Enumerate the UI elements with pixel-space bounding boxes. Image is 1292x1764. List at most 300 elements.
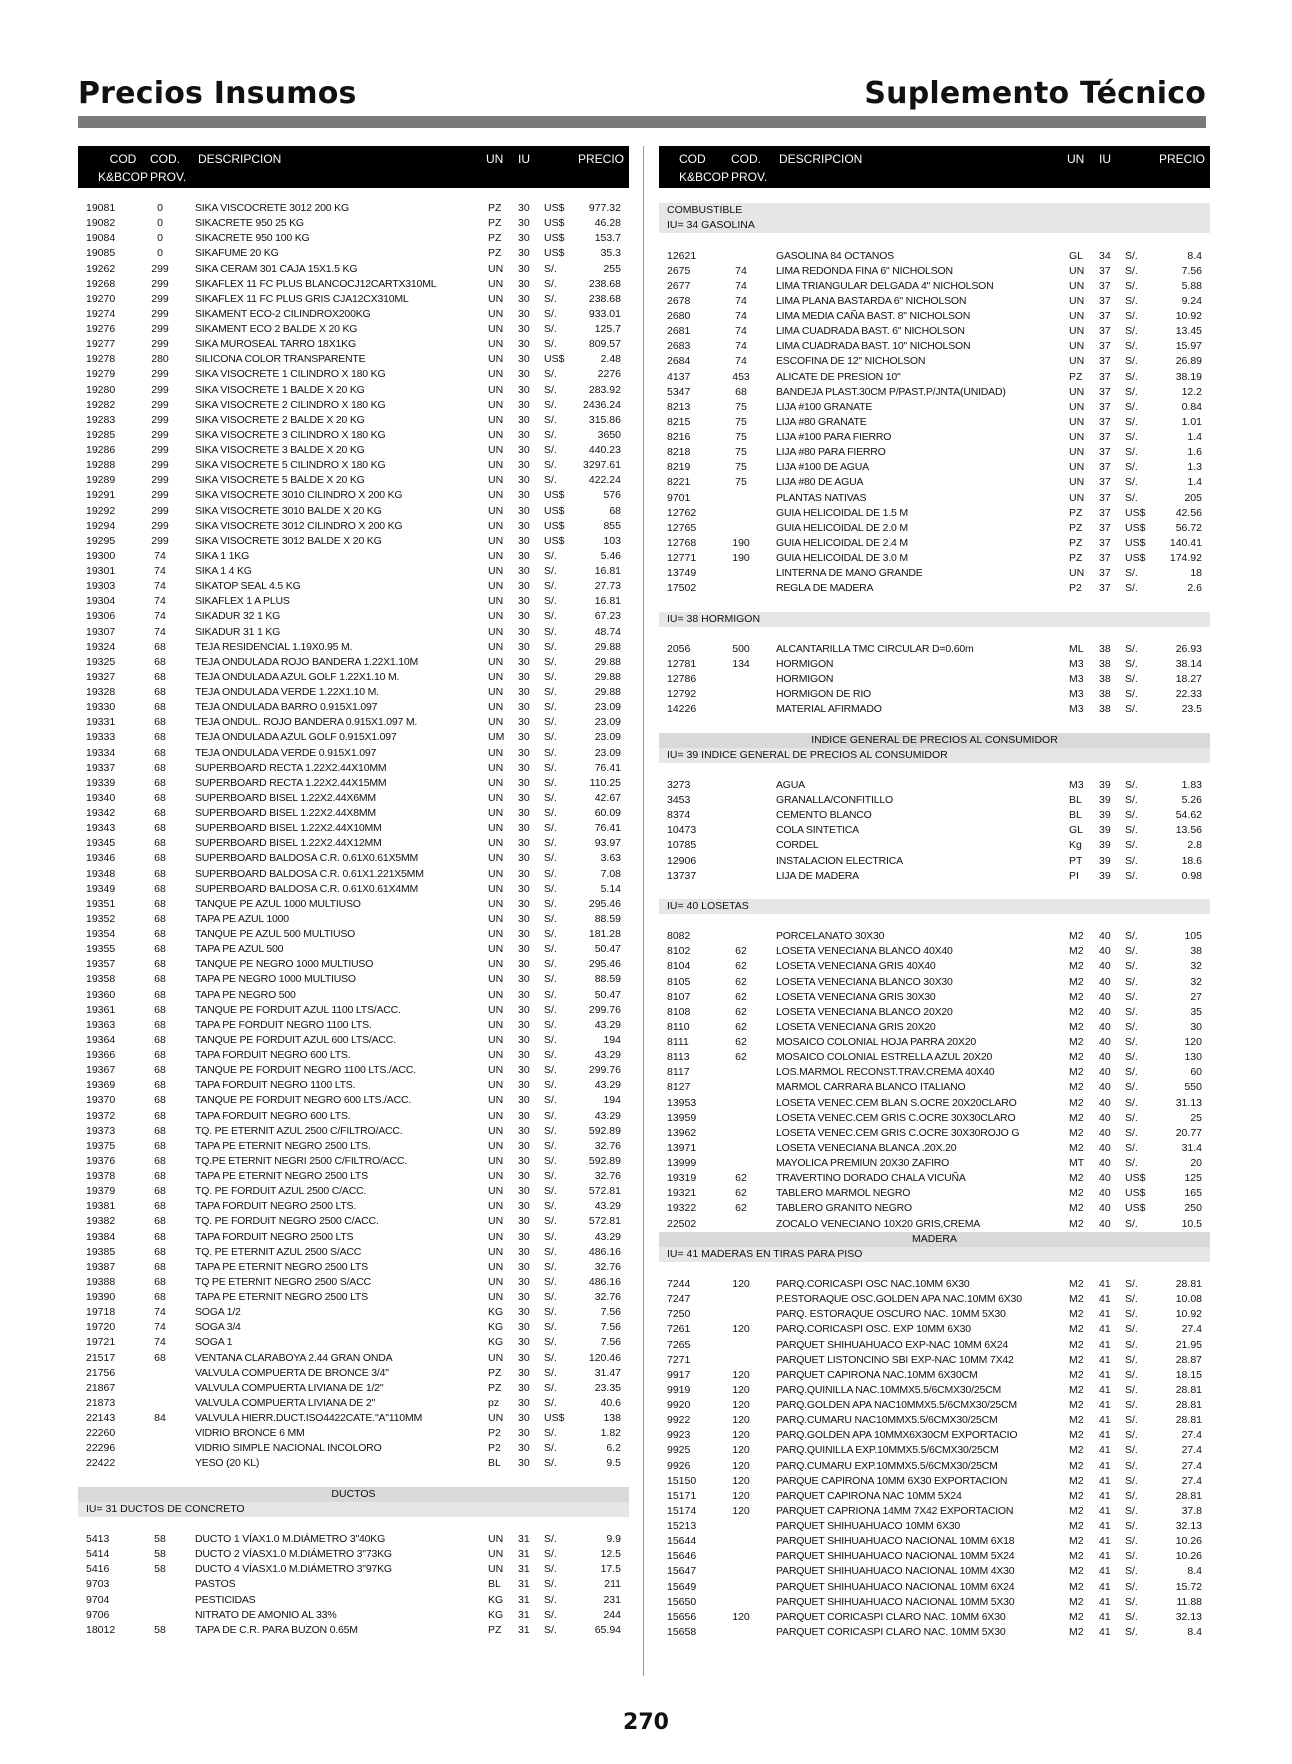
cell-cod: 19322 xyxy=(667,1202,697,1215)
cell-unit: UN xyxy=(488,807,504,819)
cell-price: 18.27 xyxy=(1175,673,1202,685)
cell-price: 10.92 xyxy=(1175,310,1202,322)
cell-iu: 30 xyxy=(518,958,530,971)
cell-cod: 19339 xyxy=(86,776,116,789)
cell-cod: 19274 xyxy=(86,307,116,320)
cell-prov: 68 xyxy=(154,1124,166,1137)
cell-price: 255 xyxy=(603,262,621,275)
table-row xyxy=(78,458,629,473)
cell-iu: 30 xyxy=(518,701,530,714)
cell-cod: 15150 xyxy=(667,1474,697,1487)
cell-unit: M3 xyxy=(1069,657,1084,670)
cell-cod: 19370 xyxy=(86,1094,116,1107)
cell-iu: 30 xyxy=(518,1124,530,1137)
cell-currency: S/. xyxy=(544,1033,557,1046)
cell-description: LIJA #80 DE AGUA xyxy=(776,476,864,489)
table-row xyxy=(659,823,1210,838)
cell-unit: UN xyxy=(1069,340,1085,353)
cell-currency: S/. xyxy=(1125,461,1138,474)
cell-unit: M2 xyxy=(1069,1187,1084,1200)
cell-currency: S/. xyxy=(544,625,557,638)
cell-description: ALCANTARILLA TMC CIRCULAR D=0.60m xyxy=(776,642,974,655)
cell-currency: S/. xyxy=(544,701,557,714)
table-row xyxy=(659,959,1210,974)
cell-prov: 120 xyxy=(732,1414,750,1427)
cell-iu: 38 xyxy=(1099,703,1111,716)
cell-prov: 120 xyxy=(732,1474,750,1487)
cell-prov: 299 xyxy=(151,489,169,502)
cell-description: TQ PE ETERNIT NEGRO 2500 S/ACC xyxy=(195,1275,371,1288)
cell-unit: UN xyxy=(488,746,504,759)
cell-cod: 19361 xyxy=(86,1003,116,1016)
cell-currency: US$ xyxy=(544,353,565,366)
cell-description: SUPERBOARD BISEL 1.22X2.44X8MM xyxy=(195,807,376,819)
cell-unit: UN xyxy=(488,1291,504,1303)
table-row xyxy=(78,942,629,957)
cell-prov: 68 xyxy=(154,1003,166,1016)
cell-description: INSTALACION ELECTRICA xyxy=(776,854,903,867)
cell-currency: S/. xyxy=(544,338,557,351)
cell-cod: 19303 xyxy=(86,580,116,593)
cell-unit: UN xyxy=(488,1412,504,1424)
cell-prov: 68 xyxy=(154,1275,166,1288)
cell-iu: 30 xyxy=(518,413,530,426)
cell-description: TEJA ONDULADA AZUL GOLF 1.22X1.10 M. xyxy=(195,670,400,683)
cell-cod: 19279 xyxy=(86,368,116,381)
cell-currency: S/. xyxy=(544,368,557,381)
cell-cod: 2678 xyxy=(667,294,691,307)
table-row xyxy=(659,1383,1210,1398)
table-row xyxy=(78,1275,629,1290)
table-row xyxy=(78,216,629,231)
table-row xyxy=(78,927,629,942)
cell-currency: S/. xyxy=(1125,1414,1138,1427)
cell-iu: 40 xyxy=(1099,1096,1111,1109)
cell-iu: 31 xyxy=(518,1578,530,1591)
cell-description: LOSETA VENECIANA BLANCO 40X40 xyxy=(776,945,953,958)
cell-unit: UN xyxy=(488,292,504,305)
cell-description: SIKA VISOCRETE 3012 BALDE X 20 KG xyxy=(195,534,382,547)
table-row xyxy=(78,867,629,882)
cell-description: SIKATOP SEAL 4.5 KG xyxy=(195,580,301,593)
table-row xyxy=(78,640,629,655)
cell-prov: 299 xyxy=(151,307,169,320)
cell-currency: S/. xyxy=(544,580,557,593)
cell-price: 1.82 xyxy=(600,1427,621,1440)
cell-iu: 41 xyxy=(1099,1323,1111,1336)
table-row xyxy=(659,536,1210,551)
cell-unit: UN xyxy=(488,776,504,789)
table-row xyxy=(659,1549,1210,1564)
cell-iu: 30 xyxy=(518,776,530,789)
cell-currency: US$ xyxy=(544,534,565,547)
table-row xyxy=(659,279,1210,294)
cell-description: SUPERBOARD RECTA 1.22X2.44X10MM xyxy=(195,761,387,774)
cell-unit: KG xyxy=(488,1593,504,1606)
table-row xyxy=(659,687,1210,702)
cell-currency: S/. xyxy=(544,1578,557,1591)
cell-description: LOSETA VENECIANA BLANCO 20X20 xyxy=(776,1005,953,1018)
cell-currency: US$ xyxy=(1125,552,1146,564)
cell-iu: 37 xyxy=(1099,279,1111,292)
cell-price: 153.7 xyxy=(594,232,621,245)
cell-iu: 37 xyxy=(1099,385,1111,398)
cell-description: TAPA FORDUIT NEGRO 2500 LTS xyxy=(195,1230,354,1243)
cell-price: 28.87 xyxy=(1175,1353,1202,1366)
cell-currency: S/. xyxy=(544,837,557,850)
cell-description: LIJA #100 PARA FIERRO xyxy=(776,431,892,443)
cell-unit: UN xyxy=(1069,325,1085,338)
cell-prov: 120 xyxy=(732,1323,750,1336)
cell-iu: 31 xyxy=(518,1608,530,1621)
cell-description: TAPA PE NEGRO 1000 MULTIUSO xyxy=(195,973,356,986)
table-row xyxy=(659,1413,1210,1428)
cell-prov: 68 xyxy=(154,897,166,910)
col-un-header: UN xyxy=(1067,152,1085,166)
cell-price: 283.92 xyxy=(588,383,621,396)
cell-currency: S/. xyxy=(1125,1625,1138,1638)
cell-currency: S/. xyxy=(1125,1429,1138,1442)
cell-iu: 41 xyxy=(1099,1368,1111,1381)
cell-cod: 15658 xyxy=(667,1625,697,1638)
cell-price: 3650 xyxy=(597,428,621,441)
cell-description: CORDEL xyxy=(776,839,819,852)
cell-description: TABLERO GRANITO NEGRO xyxy=(776,1202,913,1215)
cell-iu: 37 xyxy=(1099,521,1111,534)
cell-prov: 299 xyxy=(151,398,169,411)
cell-price: 238.68 xyxy=(588,292,621,305)
cell-currency: S/. xyxy=(1125,249,1138,262)
table-row xyxy=(659,778,1210,793)
cell-cod: 22143 xyxy=(86,1412,116,1424)
table-row xyxy=(78,246,629,261)
cell-price: 13.45 xyxy=(1175,325,1202,338)
cell-price: 572.81 xyxy=(588,1185,621,1198)
cell-unit: UN xyxy=(488,580,504,593)
cell-unit: M2 xyxy=(1069,1489,1084,1502)
cell-cod: 9919 xyxy=(667,1383,691,1396)
cell-iu: 30 xyxy=(518,1109,530,1122)
cell-prov: 68 xyxy=(154,1094,166,1107)
cell-unit: UM xyxy=(488,731,505,744)
cell-price: 54.62 xyxy=(1175,809,1202,822)
cell-currency: S/. xyxy=(1125,1504,1138,1517)
table-row xyxy=(78,972,629,987)
cell-currency: S/. xyxy=(544,1109,557,1122)
cell-unit: PZ xyxy=(1069,552,1083,564)
cell-currency: S/. xyxy=(544,716,557,729)
cell-prov: 68 xyxy=(154,776,166,789)
spacer-row xyxy=(659,596,1210,611)
cell-iu: 30 xyxy=(518,459,530,472)
cell-prov: 62 xyxy=(735,1036,747,1048)
cell-unit: PZ xyxy=(488,232,502,245)
cell-unit: UN xyxy=(1069,385,1085,398)
cell-currency: US$ xyxy=(544,489,565,502)
cell-iu: 30 xyxy=(518,444,530,456)
cell-currency: S/. xyxy=(1125,1066,1138,1079)
cell-unit: UN xyxy=(488,1563,504,1576)
cell-unit: UN xyxy=(488,368,504,381)
cell-cod: 13737 xyxy=(667,869,697,882)
cell-description: LIMA REDONDA FINA 6" NICHOLSON xyxy=(776,264,953,277)
cell-iu: 30 xyxy=(518,580,530,593)
cell-currency: S/. xyxy=(1125,854,1138,867)
cell-cod: 19295 xyxy=(86,534,116,547)
cell-price: 7.56 xyxy=(600,1321,621,1334)
cell-prov: 68 xyxy=(154,822,166,835)
cell-cod: 22296 xyxy=(86,1442,116,1455)
cell-price: 0.84 xyxy=(1181,400,1202,413)
cell-prov: 62 xyxy=(735,1051,747,1064)
cell-price: 174.92 xyxy=(1169,552,1202,564)
cell-cod: 9706 xyxy=(86,1608,110,1621)
cell-description: LOSETA VENECIANA GRIS 20X20 xyxy=(776,1020,936,1033)
cell-iu: 41 xyxy=(1099,1444,1111,1457)
cell-currency: S/. xyxy=(1125,1141,1138,1154)
cell-description: LIMA TRIANGULAR DELGADA 4" NICHOLSON xyxy=(776,279,994,292)
cell-description: SIKAMENT ECO 2 BALDE X 20 KG xyxy=(195,323,358,335)
cell-iu: 30 xyxy=(518,1033,530,1046)
cell-iu: 30 xyxy=(518,474,530,487)
cell-cod: 18012 xyxy=(86,1623,116,1636)
cell-unit: M2 xyxy=(1069,945,1084,958)
table-row xyxy=(659,1217,1210,1232)
cell-price: 592.89 xyxy=(588,1124,621,1137)
cell-price: 28.81 xyxy=(1175,1414,1202,1427)
cell-unit: UN xyxy=(488,1033,504,1046)
cell-unit: M2 xyxy=(1069,1399,1084,1411)
table-row xyxy=(659,1156,1210,1171)
cell-prov: 134 xyxy=(732,657,750,670)
table-row xyxy=(78,821,629,836)
cell-iu: 39 xyxy=(1099,854,1111,867)
cell-description: TAPA PE ETERNIT NEGRO 2500 LTS xyxy=(195,1291,368,1303)
cell-iu: 37 xyxy=(1099,355,1111,368)
cell-iu: 40 xyxy=(1099,1217,1111,1230)
cell-currency: US$ xyxy=(544,1412,565,1424)
cell-currency: S/. xyxy=(544,444,557,456)
cell-currency: S/. xyxy=(544,474,557,487)
table-row xyxy=(78,1366,629,1381)
table-row xyxy=(78,1154,629,1169)
cell-currency: US$ xyxy=(1125,1172,1146,1185)
cell-description: PARQUET SHIHUAHUACO NACIONAL 10MM 5X30 xyxy=(776,1595,1015,1608)
cell-currency: S/. xyxy=(1125,1217,1138,1230)
cell-cod: 5347 xyxy=(667,385,691,398)
cell-cod: 19385 xyxy=(86,1245,116,1258)
cell-iu: 40 xyxy=(1099,1187,1111,1200)
cell-iu: 30 xyxy=(518,277,530,290)
cell-description: VALVULA COMPUERTA LIVIANA DE 2" xyxy=(195,1396,375,1409)
cell-currency: S/. xyxy=(1125,310,1138,322)
cell-currency: S/. xyxy=(544,1094,557,1107)
cell-description: PARQ.GOLDEN APA 10MMX6X30CM EXPORTACIO xyxy=(776,1429,1018,1442)
cell-price: 18 xyxy=(1190,567,1202,580)
cell-description: GUIA HELICOIDAL DE 2.0 M xyxy=(776,521,908,534)
cell-prov: 120 xyxy=(732,1383,750,1396)
cell-iu: 41 xyxy=(1099,1565,1111,1578)
cell-iu: 37 xyxy=(1099,567,1111,580)
cell-currency: S/. xyxy=(1125,431,1138,443)
cell-unit: UN xyxy=(488,1003,504,1016)
cell-description: PARQUET CORICASPI CLARO NAC. 10MM 6X30 xyxy=(776,1610,1006,1623)
cell-unit: UN xyxy=(488,323,504,335)
cell-description: PARQUET SHIHUAHUACO EXP-NAC 10MM 6X24 xyxy=(776,1338,1009,1351)
cell-iu: 41 xyxy=(1099,1504,1111,1517)
subsection-title: IU= 38 HORMIGON xyxy=(667,612,761,625)
cell-cod: 12792 xyxy=(667,688,697,701)
cell-price: 15.72 xyxy=(1175,1580,1202,1593)
cell-iu: 41 xyxy=(1099,1414,1111,1427)
col-un-header: UN xyxy=(486,152,504,166)
section-heading xyxy=(659,1232,1210,1247)
cell-price: 10.26 xyxy=(1175,1550,1202,1563)
cell-cod: 19367 xyxy=(86,1064,116,1077)
spacer-row xyxy=(659,627,1210,642)
cell-unit: P2 xyxy=(1069,582,1082,595)
cell-cod: 19337 xyxy=(86,761,116,774)
table-row xyxy=(659,1595,1210,1610)
cell-prov: 68 xyxy=(154,670,166,683)
cell-prov: 68 xyxy=(154,973,166,986)
col-iu-header: IU xyxy=(518,152,530,166)
cell-iu: 30 xyxy=(518,1018,530,1031)
cell-cod: 19319 xyxy=(667,1172,697,1185)
cell-description: SIKA VISOCRETE 3 BALDE X 20 KG xyxy=(195,444,365,456)
cell-description: SOGA 3/4 xyxy=(195,1321,241,1334)
table-row xyxy=(659,1428,1210,1443)
cell-unit: PZ xyxy=(1069,506,1083,519)
cell-cod: 2056 xyxy=(667,642,691,655)
cell-unit: M2 xyxy=(1069,1580,1084,1593)
cell-price: 48.74 xyxy=(594,625,621,638)
table-row xyxy=(78,1139,629,1154)
cell-prov: 74 xyxy=(154,610,166,623)
cell-unit: UN xyxy=(488,1275,504,1288)
cell-price: 93.97 xyxy=(594,837,621,850)
cell-cod: 19345 xyxy=(86,837,116,850)
cell-unit: UN xyxy=(488,1185,504,1198)
cell-unit: UN xyxy=(488,867,504,880)
cell-unit: UN xyxy=(1069,310,1085,322)
cell-description: HORMIGON DE RIO xyxy=(776,688,872,701)
cell-prov: 68 xyxy=(154,912,166,925)
cell-iu: 30 xyxy=(518,1215,530,1228)
cell-description: TQ. PE ETERNIT AZUL 2500 S/ACC xyxy=(195,1245,362,1258)
table-row xyxy=(659,1141,1210,1156)
cell-unit: M2 xyxy=(1069,930,1084,943)
cell-iu: 30 xyxy=(518,595,530,608)
cell-prov: 68 xyxy=(154,943,166,956)
cell-iu: 37 xyxy=(1099,415,1111,428)
cell-prov: 120 xyxy=(732,1429,750,1442)
cell-cod: 12765 xyxy=(667,521,697,534)
cell-currency: S/. xyxy=(1125,1338,1138,1351)
cell-iu: 40 xyxy=(1099,960,1111,973)
cell-currency: S/. xyxy=(544,973,557,986)
cell-price: 105 xyxy=(1184,930,1202,943)
table-row xyxy=(659,339,1210,354)
cell-price: 244 xyxy=(603,1608,621,1621)
cell-cod: 19283 xyxy=(86,413,116,426)
cell-iu: 37 xyxy=(1099,461,1111,474)
cell-cod: 15650 xyxy=(667,1595,697,1608)
cell-unit: M2 xyxy=(1069,1005,1084,1018)
cell-price: 8.4 xyxy=(1187,1625,1202,1638)
cell-prov: 68 xyxy=(154,1170,166,1182)
cell-price: 15.97 xyxy=(1175,340,1202,353)
cell-unit: M2 xyxy=(1069,1338,1084,1351)
cell-iu: 37 xyxy=(1099,400,1111,413)
cell-iu: 30 xyxy=(518,489,530,502)
cell-price: 27.4 xyxy=(1181,1474,1202,1487)
cell-currency: S/. xyxy=(1125,279,1138,292)
cell-description: ZOCALO VENECIANO 10X20 GRIS,CREMA xyxy=(776,1217,981,1230)
table-row xyxy=(78,1381,629,1396)
cell-description: TEJA ONDUL. ROJO BANDERA 0.915X1.097 M. xyxy=(195,716,418,729)
cell-currency: S/. xyxy=(544,1139,557,1152)
cell-currency: US$ xyxy=(544,519,565,532)
cell-description: GUIA HELICOIDAL DE 1.5 M xyxy=(776,506,908,519)
cell-cod: 19276 xyxy=(86,323,116,335)
cell-price: 43.29 xyxy=(594,1079,621,1092)
cell-cod: 19292 xyxy=(86,504,116,517)
cell-unit: M2 xyxy=(1069,1595,1084,1608)
cell-unit: M2 xyxy=(1069,1278,1084,1290)
cell-cod: 9917 xyxy=(667,1368,691,1381)
cell-price: 10.26 xyxy=(1175,1535,1202,1548)
cell-iu: 40 xyxy=(1099,1111,1111,1124)
cell-cod: 19373 xyxy=(86,1124,116,1137)
cell-prov: 299 xyxy=(151,413,169,426)
table-row xyxy=(78,292,629,307)
cell-currency: S/. xyxy=(1125,809,1138,822)
cell-currency: S/. xyxy=(544,1381,557,1394)
cell-price: 32.13 xyxy=(1175,1520,1202,1532)
cell-description: LOSETA VENECIANA GRIS 40X40 xyxy=(776,960,936,973)
cell-iu: 30 xyxy=(518,1230,530,1243)
cell-price: 21.95 xyxy=(1175,1338,1202,1351)
cell-unit: UN xyxy=(488,307,504,320)
cell-description: VALVULA COMPUERTA LIVIANA DE 1/2" xyxy=(195,1381,384,1394)
cell-unit: M2 xyxy=(1069,1202,1084,1215)
cell-prov: 74 xyxy=(154,1321,166,1334)
cell-cod: 8219 xyxy=(667,461,691,474)
cell-cod: 19082 xyxy=(86,217,116,230)
cell-description: SIKA VISOCRETE 5 BALDE X 20 KG xyxy=(195,474,365,487)
cell-price: 22.33 xyxy=(1175,688,1202,701)
cell-currency: S/. xyxy=(544,1533,557,1545)
cell-price: 9.24 xyxy=(1181,294,1202,307)
cell-price: 17.5 xyxy=(600,1563,621,1576)
table-row xyxy=(659,808,1210,823)
cell-currency: S/. xyxy=(544,746,557,759)
cell-description: SIKA VISOCRETE 3010 BALDE X 20 KG xyxy=(195,504,382,517)
cell-cod: 19291 xyxy=(86,489,116,502)
cell-prov: 68 xyxy=(154,1109,166,1122)
cell-currency: S/. xyxy=(544,1608,557,1621)
cell-cod: 12906 xyxy=(667,854,697,867)
cell-prov: 74 xyxy=(735,325,747,338)
cell-prov: 68 xyxy=(154,746,166,759)
cell-iu: 40 xyxy=(1099,930,1111,943)
table-row xyxy=(78,383,629,398)
cell-prov: 62 xyxy=(735,1005,747,1018)
cell-cod: 7247 xyxy=(667,1293,691,1306)
cell-iu: 30 xyxy=(518,1351,530,1364)
cell-iu: 37 xyxy=(1099,325,1111,338)
